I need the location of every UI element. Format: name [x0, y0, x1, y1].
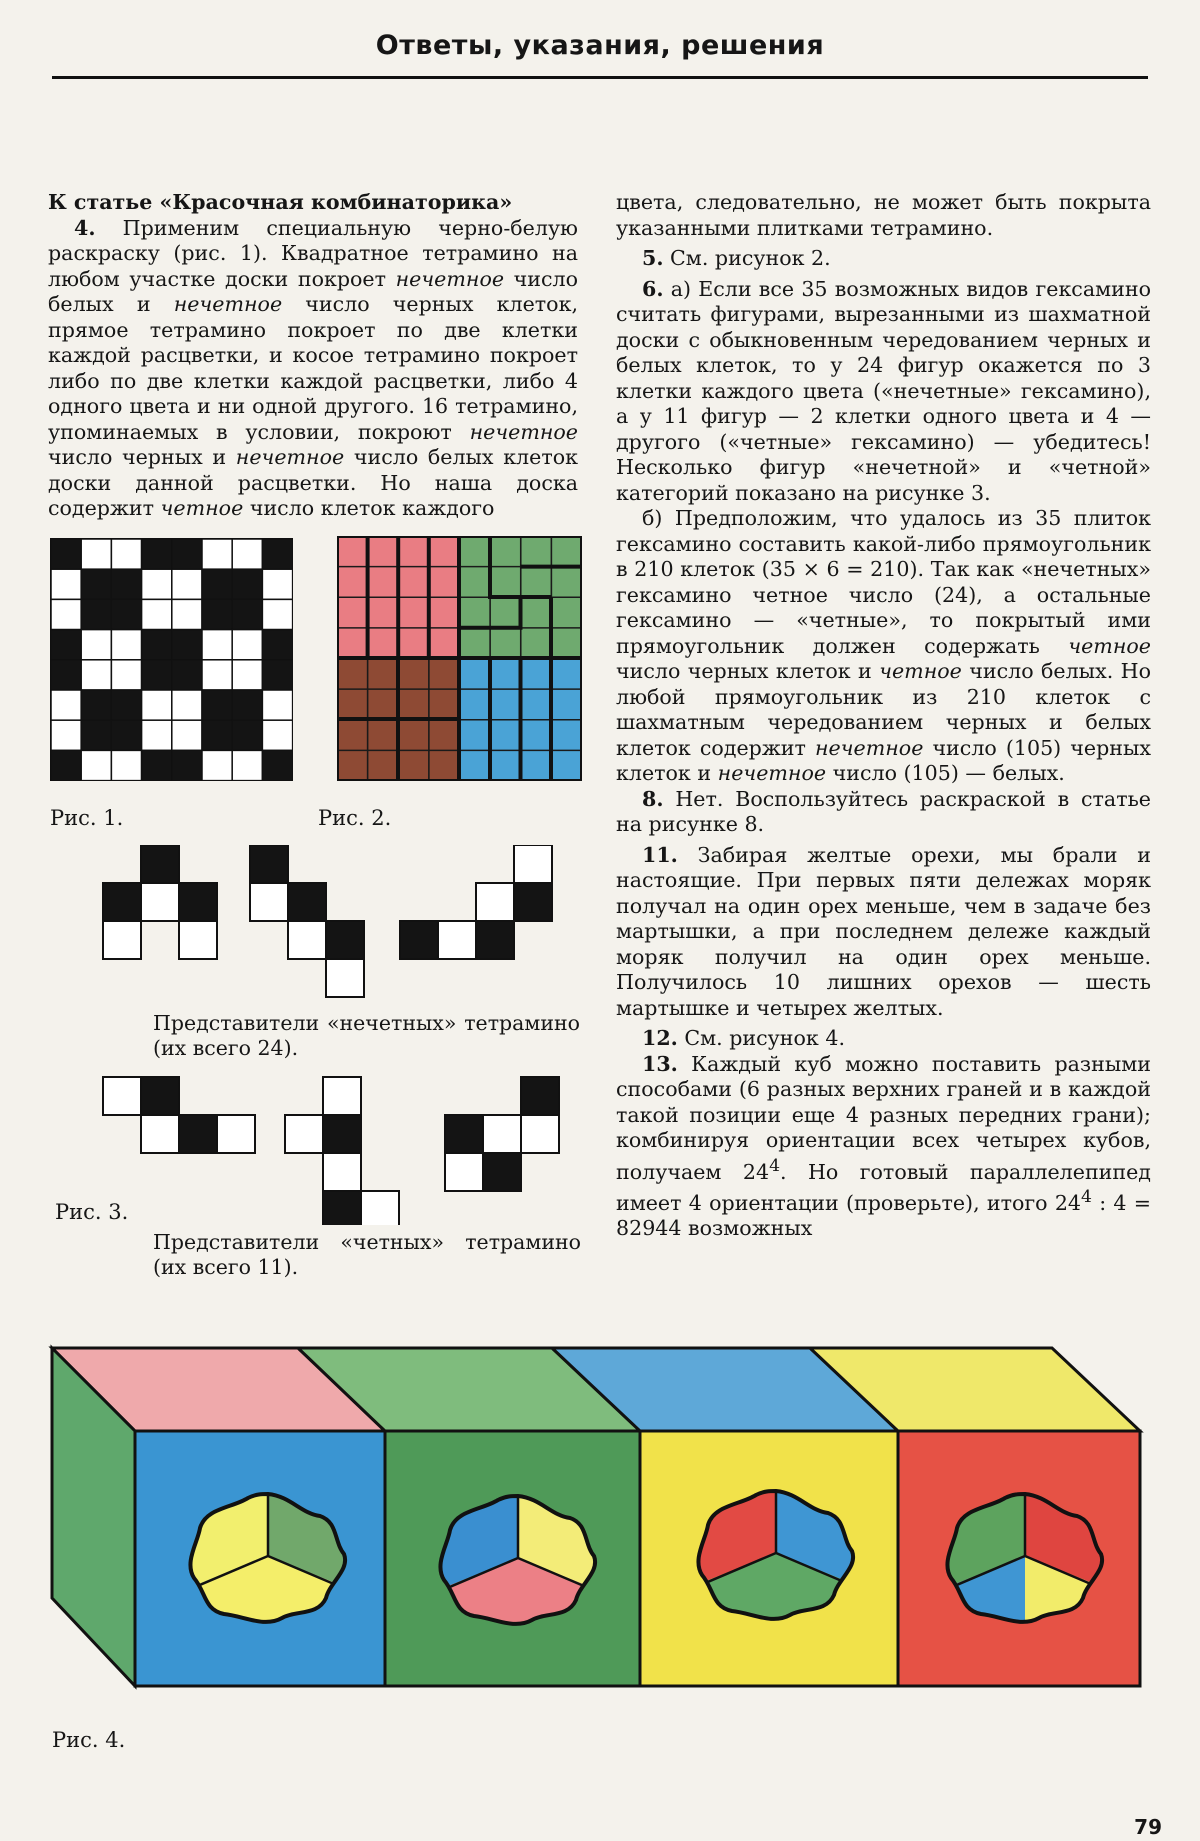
- fig3-shape6-cell: [521, 1115, 559, 1153]
- fig1-cell: [202, 630, 232, 660]
- fig3-shape1-cell: [141, 883, 179, 921]
- fig1-cell: [232, 720, 262, 750]
- fig1-cell: [51, 539, 81, 569]
- figure-2-colored-board: [337, 536, 582, 781]
- fig1-cell: [111, 690, 141, 720]
- fig3-shape6-cell: [483, 1153, 521, 1191]
- fig1-cell: [262, 599, 292, 629]
- fig1-cell: [81, 750, 111, 780]
- paragraph-4: 4. Применим специальную черно-белую раскраску (рис. 1). Квадратное тетрамино на любом участке доски покроет нечетное число белых и нечетное число черных клеток, прямое тетрамино покроет по две клетки каждой расцветки, и косое тетрамино покроет либо по две клетки каждой расцветки, либо 4 одного цвета и ни одной другого. 16 тетрамино, упоминаемых в условии, покроют нечетное число черных и нечетное число белых клеток доски данной расцветки. Но наша доска содержит четное число клеток каждого: [48, 215, 579, 520]
- fig1-cell: [172, 750, 202, 780]
- fig3-shape1-cell: [103, 921, 141, 959]
- fig1-cell: [262, 660, 292, 690]
- paragraph-5: 5. См. рисунок 2.: [642, 246, 831, 270]
- fig3-shape4-cell: [103, 1077, 141, 1115]
- fig3-shape1-cell: [179, 921, 217, 959]
- fig1-cell: [81, 690, 111, 720]
- fig3-shape3-cell: [514, 883, 552, 921]
- fig1-cell: [51, 690, 81, 720]
- fig3-shape1-cell: [103, 883, 141, 921]
- fig3-shape2-cell: [326, 959, 364, 997]
- fig1-cell: [81, 539, 111, 569]
- figure-3-caption: Рис. 3.: [55, 1200, 129, 1224]
- fig1-cell: [142, 539, 172, 569]
- fig3-shape4-cell: [217, 1115, 255, 1153]
- fig1-cell: [142, 630, 172, 660]
- fig1-cell: [232, 569, 262, 599]
- fig1-cell: [172, 660, 202, 690]
- fig3-shape5-cell: [361, 1191, 399, 1225]
- fig3-shape6-cell: [483, 1115, 521, 1153]
- fig1-cell: [172, 599, 202, 629]
- fig3-shape2-cell: [288, 883, 326, 921]
- figure-1-checkerboard: [50, 538, 293, 781]
- fig1-cell: [232, 660, 262, 690]
- figure-1-caption: Рис. 1.: [50, 806, 124, 830]
- fig1-cell: [142, 599, 172, 629]
- fig1-cell: [202, 690, 232, 720]
- fig1-cell: [51, 630, 81, 660]
- fig3-shape2-cell: [288, 921, 326, 959]
- fig1-cell: [202, 599, 232, 629]
- figure-4-caption: Рис. 4.: [52, 1728, 126, 1752]
- fig1-cell: [262, 720, 292, 750]
- fig3-shape3-cell: [514, 845, 552, 883]
- fig3-shape1-cell: [179, 883, 217, 921]
- running-header: Ответы, указания, решения: [375, 30, 825, 61]
- paragraph-4-continued: цвета, следовательно, не может быть покрыта указанными плитками тетрамино.: [616, 190, 1151, 240]
- fig1-cell: [111, 750, 141, 780]
- header-rule: [52, 76, 1148, 79]
- fig1-cell: [172, 569, 202, 599]
- paragraph-6a: 6. а) Если все 35 возможных видов гексамино считать фигурами, вырезанными из шахматной доски с обыкновенным чередованием черных и белых клеток, то у 24 фигур окажется по 3 клетки каждого цвета («нечетные» гексамино), а у 11 фигур — 2 клетки одного цвета и 4 — другого («четные» гексамино) — убедитесь! Несколько фигур «нечетной» и «четной» категорий показано на рисунке 3.: [616, 276, 1151, 505]
- fig1-cell: [262, 690, 292, 720]
- fig1-cell: [172, 630, 202, 660]
- fig3-shape2-cell: [250, 883, 288, 921]
- fig3-shape3-cell: [476, 921, 514, 959]
- fig3-shape6-cell: [521, 1077, 559, 1115]
- fig1-cell: [262, 569, 292, 599]
- fig1-cell: [202, 539, 232, 569]
- fig1-cell: [142, 690, 172, 720]
- fig3-shape2-cell: [250, 845, 288, 883]
- paragraph-13: 13. Каждый куб можно поставить разными способами (6 разных верхних граней и в каждой такой позиции еще 4 разных передних грани); комбинируя ориентации всех четырех кубов, получаем $24^4$. Но готовый параллелепипед имеет 4 ориентации (проверьте), итого $24^4$ : 4 = 82944 возможных: [616, 1051, 1151, 1241]
- fig1-cell: [202, 569, 232, 599]
- paragraph-8: 8. Нет. Воспользуйтесь раскраской в статье на рисунке 8.: [616, 786, 1151, 836]
- fig1-cell: [81, 720, 111, 750]
- fig1-cell: [232, 539, 262, 569]
- right-column: [616, 190, 1151, 1242]
- fig1-cell: [51, 660, 81, 690]
- fig1-cell: [262, 630, 292, 660]
- fig1-cell: [232, 750, 262, 780]
- fig1-cell: [51, 750, 81, 780]
- fig3-shape4-cell: [179, 1115, 217, 1153]
- paragraph-6b: б) Предположим, что удалось из 35 плиток гексамино составить какой-либо прямоугольник в 210 клеток (35 × 6 = 210). Так как «нечетных» гексамино четное число (24), а остальные гексамино — «четные», то покрытый ими прямоугольник должен содержать четное число черных клеток и четное число белых. Но любой прямоугольник из 210 клеток с шахматным чередованием черных и белых клеток содержит нечетное число (105) черных клеток и нечетное число (105) — белых.: [616, 506, 1151, 785]
- figure-4-colored-cubes: [40, 1338, 1155, 1700]
- fig1-cell: [111, 569, 141, 599]
- fig3-shape5-cell: [285, 1115, 323, 1153]
- fig3-shape5-cell: [323, 1153, 361, 1191]
- figure-3-odd-caption: Представители «нечетных» тетрамино (их всего 24).: [153, 1011, 580, 1060]
- fig1-cell: [51, 569, 81, 599]
- fig3-shape2-cell: [326, 921, 364, 959]
- figure-2-caption: Рис. 2.: [318, 806, 392, 830]
- fig3-shape5-cell: [323, 1077, 361, 1115]
- section-title: К статье «Красочная комбинаторика»: [48, 190, 513, 214]
- fig3-shape6-cell: [445, 1153, 483, 1191]
- fig1-cell: [111, 599, 141, 629]
- fig1-cell: [172, 690, 202, 720]
- fig1-cell: [142, 660, 172, 690]
- fig1-cell: [232, 690, 262, 720]
- fig3-shape3-cell: [400, 921, 438, 959]
- fig1-cell: [262, 539, 292, 569]
- fig1-cell: [111, 720, 141, 750]
- fig1-cell: [111, 539, 141, 569]
- fig3-shape4-cell: [141, 1115, 179, 1153]
- fig1-cell: [142, 569, 172, 599]
- fig3-shape1-cell: [141, 845, 179, 883]
- fig3-shape4-cell: [141, 1077, 179, 1115]
- fig1-cell: [81, 599, 111, 629]
- fig1-cell: [81, 630, 111, 660]
- fig1-cell: [81, 660, 111, 690]
- fig1-cell: [51, 720, 81, 750]
- fig3-shape3-cell: [476, 883, 514, 921]
- paragraph-11: 11. Забирая желтые орехи, мы брали и настоящие. При первых пяти дележах моряк получал на один орех меньше, чем в задаче без мартышки, а при последнем дележе каждый моряк получил на один орех меньше. Получилось 10 лишних орехов — шесть мартышке и четырех желтых.: [616, 842, 1151, 1020]
- fig1-cell: [51, 599, 81, 629]
- left-column: [48, 190, 578, 522]
- fig1-cell: [232, 599, 262, 629]
- page-number: 79: [1134, 1815, 1162, 1839]
- fig3-shape5-cell: [323, 1191, 361, 1225]
- figure-3-even-caption: Представители «четных» тетрамино (их всего 11).: [153, 1230, 581, 1279]
- fig1-cell: [262, 750, 292, 780]
- fig3-shape5-cell: [323, 1115, 361, 1153]
- fig1-cell: [232, 630, 262, 660]
- fig1-cell: [81, 569, 111, 599]
- fig1-cell: [142, 750, 172, 780]
- fig1-cell: [172, 539, 202, 569]
- fig1-cell: [202, 750, 232, 780]
- fig1-cell: [142, 720, 172, 750]
- fig1-cell: [111, 660, 141, 690]
- fig3-shape6-cell: [445, 1115, 483, 1153]
- fig1-cell: [202, 720, 232, 750]
- fig1-cell: [111, 630, 141, 660]
- fig1-cell: [202, 660, 232, 690]
- fig1-cell: [172, 720, 202, 750]
- paragraph-12: 12. См. рисунок 4.: [642, 1026, 845, 1050]
- fig3-shape3-cell: [438, 921, 476, 959]
